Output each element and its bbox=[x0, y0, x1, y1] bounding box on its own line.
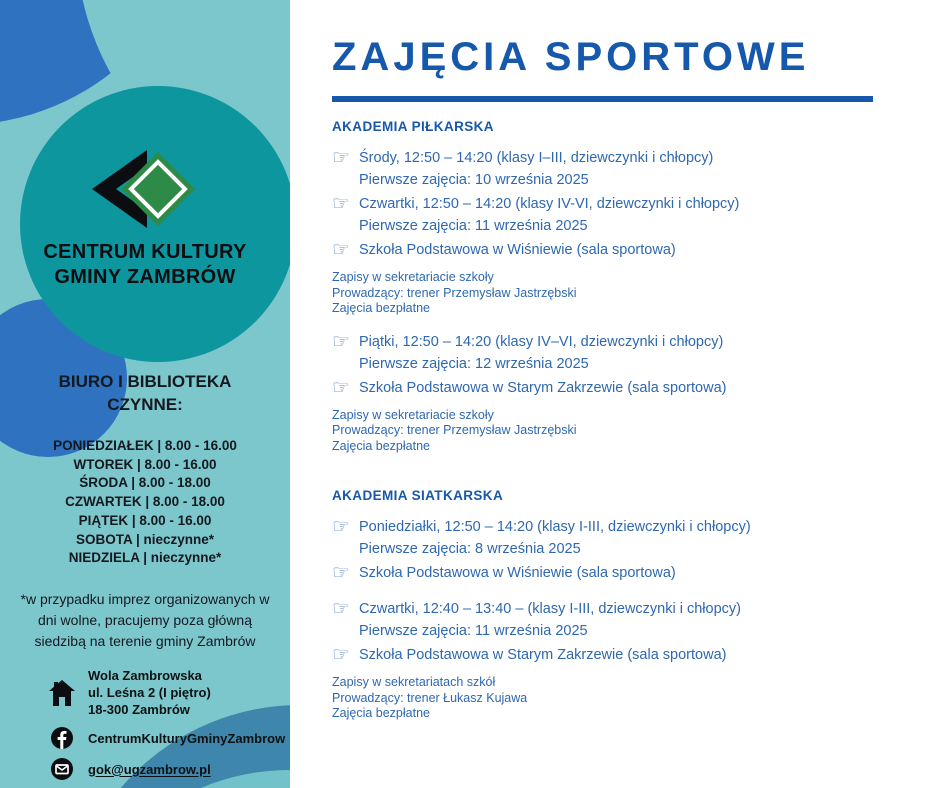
title-underline bbox=[332, 96, 873, 102]
schedule-item-text bbox=[359, 331, 723, 375]
hours-row: SOBOTA | nieczynne* bbox=[75, 531, 215, 547]
hours-heading-line2: CZYNNE: bbox=[107, 395, 183, 414]
page-title: ZAJĘCIA SPORTOWE bbox=[332, 35, 810, 79]
opening-hours bbox=[0, 370, 290, 568]
address-lines bbox=[88, 667, 211, 718]
schedule-item-text bbox=[359, 516, 751, 560]
schedule-item bbox=[332, 239, 898, 261]
schedule-item-text bbox=[359, 377, 726, 399]
schedule-item-line1: Czwartki, 12:50 – 14:20 (klasy IV-VI, dziewczynki i chłopcy) bbox=[359, 196, 740, 212]
hours-row: CZWARTEK | 8.00 - 18.00 bbox=[65, 494, 225, 510]
schedule-item-line1: Szkoła Podstawowa w Wiśniewie (sala sportowa) bbox=[359, 242, 676, 258]
enrollment-detail-line: Zajęcia bezpłatne bbox=[332, 438, 430, 453]
address-row bbox=[46, 667, 286, 718]
culture-center-logo-icon bbox=[92, 150, 198, 228]
pointing-hand-icon: ☞ bbox=[332, 239, 350, 261]
schedule-item bbox=[332, 562, 898, 584]
logo-text-line2: GMINY ZAMBRÓW bbox=[54, 266, 236, 288]
academy-section bbox=[332, 488, 898, 722]
hours-list bbox=[0, 437, 290, 568]
pointing-hand-icon: ☞ bbox=[332, 598, 350, 620]
schedule-item-text bbox=[359, 147, 713, 191]
main-content bbox=[332, 0, 898, 736]
schedule-item-text bbox=[359, 239, 676, 261]
pointing-hand-icon: ☞ bbox=[332, 644, 350, 666]
home-icon bbox=[46, 678, 78, 708]
schedule-group bbox=[332, 331, 898, 455]
email-row[interactable] bbox=[46, 758, 286, 780]
enrollment-detail-line: Zapisy w sekretariatach szkół bbox=[332, 675, 496, 689]
pointing-hand-icon: ☞ bbox=[332, 193, 350, 215]
schedule-item-line1: Szkoła Podstawowa w Starym Zakrzewie (sala sportowa) bbox=[359, 379, 727, 396]
schedule-group bbox=[332, 516, 898, 584]
pointing-hand-icon: ☞ bbox=[332, 330, 350, 353]
schedule-group bbox=[332, 598, 898, 722]
schedule-item-line2: Pierwsze zajęcia: 12 września 2025 bbox=[359, 355, 589, 372]
hours-heading-line1: BIURO I BIBLIOTEKA bbox=[58, 372, 232, 391]
sections-container bbox=[332, 119, 898, 722]
enrollment-detail-line: Zajęcia bezpłatne bbox=[332, 301, 430, 315]
facebook-icon bbox=[46, 727, 78, 749]
schedule-item bbox=[332, 516, 898, 560]
facebook-handle[interactable]: CentrumKulturyGminyZambrow bbox=[88, 730, 286, 746]
schedule-item bbox=[332, 147, 898, 191]
schedule-item-line1: Szkoła Podstawowa w Starym Zakrzewie (sala sportowa) bbox=[359, 647, 727, 663]
hours-footnote: *w przypadku imprez organizowanych w dni wolne, pracujemy poza główną siedzibą na terenie gminy Zambrów bbox=[20, 591, 270, 649]
pointing-hand-icon: ☞ bbox=[332, 376, 350, 399]
address-line: Wola Zambrowska bbox=[88, 668, 202, 683]
enrollment-detail-line: Prowadzący: trener Przemysław Jastrzębski bbox=[332, 423, 577, 437]
schedule-item bbox=[332, 644, 898, 666]
section-heading: AKADEMIA PIŁKARSKA bbox=[332, 119, 494, 134]
section-heading: AKADEMIA SIATKARSKA bbox=[332, 488, 504, 503]
sidebar bbox=[0, 0, 290, 788]
enrollment-detail-line: Zajęcia bezpłatne bbox=[332, 706, 430, 720]
enrollment-detail-line: Prowadzący: trener Łukasz Kujawa bbox=[332, 690, 528, 705]
schedule-item-line1: Czwartki, 12:40 – 13:40 – (klasy I-III, dziewczynki i chłopcy) bbox=[359, 601, 741, 617]
academy-section bbox=[332, 119, 898, 454]
pointing-hand-icon: ☞ bbox=[332, 147, 350, 169]
schedule-item-text bbox=[359, 193, 739, 237]
facebook-row[interactable] bbox=[46, 727, 286, 749]
pointing-hand-icon: ☞ bbox=[332, 562, 350, 584]
hours-row: WTOREK | 8.00 - 16.00 bbox=[73, 456, 217, 472]
schedule-item-line1: Szkoła Podstawowa w Wiśniewie (sala sportowa) bbox=[359, 565, 676, 581]
schedule-item-line1: Poniedziałki, 12:50 – 14:20 (klasy I-III, dziewczynki i chłopcy) bbox=[359, 519, 751, 535]
hours-row: PONIEDZIAŁEK | 8.00 - 16.00 bbox=[53, 438, 237, 453]
schedule-item-line2: Pierwsze zajęcia: 8 września 2025 bbox=[359, 541, 581, 557]
schedule-group bbox=[332, 147, 898, 317]
schedule-item bbox=[332, 193, 898, 237]
address-line: ul. Leśna 2 (I piętro) bbox=[88, 685, 211, 700]
address-line: 18-300 Zambrów bbox=[88, 702, 190, 717]
schedule-item-text bbox=[359, 644, 726, 666]
enrollment-details bbox=[332, 675, 898, 722]
schedule-item-line1: Środy, 12:50 – 14:20 (klasy I–III, dziewczynki i chłopcy) bbox=[359, 150, 714, 166]
schedule-item-line2: Pierwsze zajęcia: 11 września 2025 bbox=[359, 218, 588, 234]
schedule-item bbox=[332, 331, 898, 375]
schedule-item-line1: Piątki, 12:50 – 14:20 (klasy IV–VI, dziewczynki i chłopcy) bbox=[359, 333, 724, 350]
schedule-item-text bbox=[359, 598, 741, 642]
schedule-item bbox=[332, 377, 898, 399]
contact-block bbox=[46, 667, 286, 788]
logo-text-line1: CENTRUM KULTURY bbox=[43, 241, 247, 263]
enrollment-details bbox=[332, 408, 898, 455]
email-link[interactable]: gok@ugzambrow.pl bbox=[88, 761, 211, 777]
pointing-hand-icon: ☞ bbox=[332, 516, 350, 538]
hours-row: PIĄTEK | 8.00 - 16.00 bbox=[78, 512, 212, 528]
schedule-item bbox=[332, 598, 898, 642]
email-icon bbox=[46, 758, 78, 780]
enrollment-detail-line: Prowadzący: trener Przemysław Jastrzębski bbox=[332, 285, 577, 300]
schedule-item-line2: Pierwsze zajęcia: 11 września 2025 bbox=[359, 623, 588, 639]
enrollment-details bbox=[332, 270, 898, 317]
hours-row: ŚRODA | 8.00 - 18.00 bbox=[79, 475, 211, 491]
enrollment-detail-line: Zapisy w sekretariacie szkoły bbox=[332, 270, 494, 284]
logo bbox=[0, 150, 290, 290]
schedule-item-line2: Pierwsze zajęcia: 10 września 2025 bbox=[359, 172, 589, 188]
enrollment-detail-line: Zapisy w sekretariacie szkoły bbox=[332, 407, 494, 422]
schedule-item-text bbox=[359, 562, 676, 584]
hours-row: NIEDZIELA | nieczynne* bbox=[68, 550, 222, 566]
